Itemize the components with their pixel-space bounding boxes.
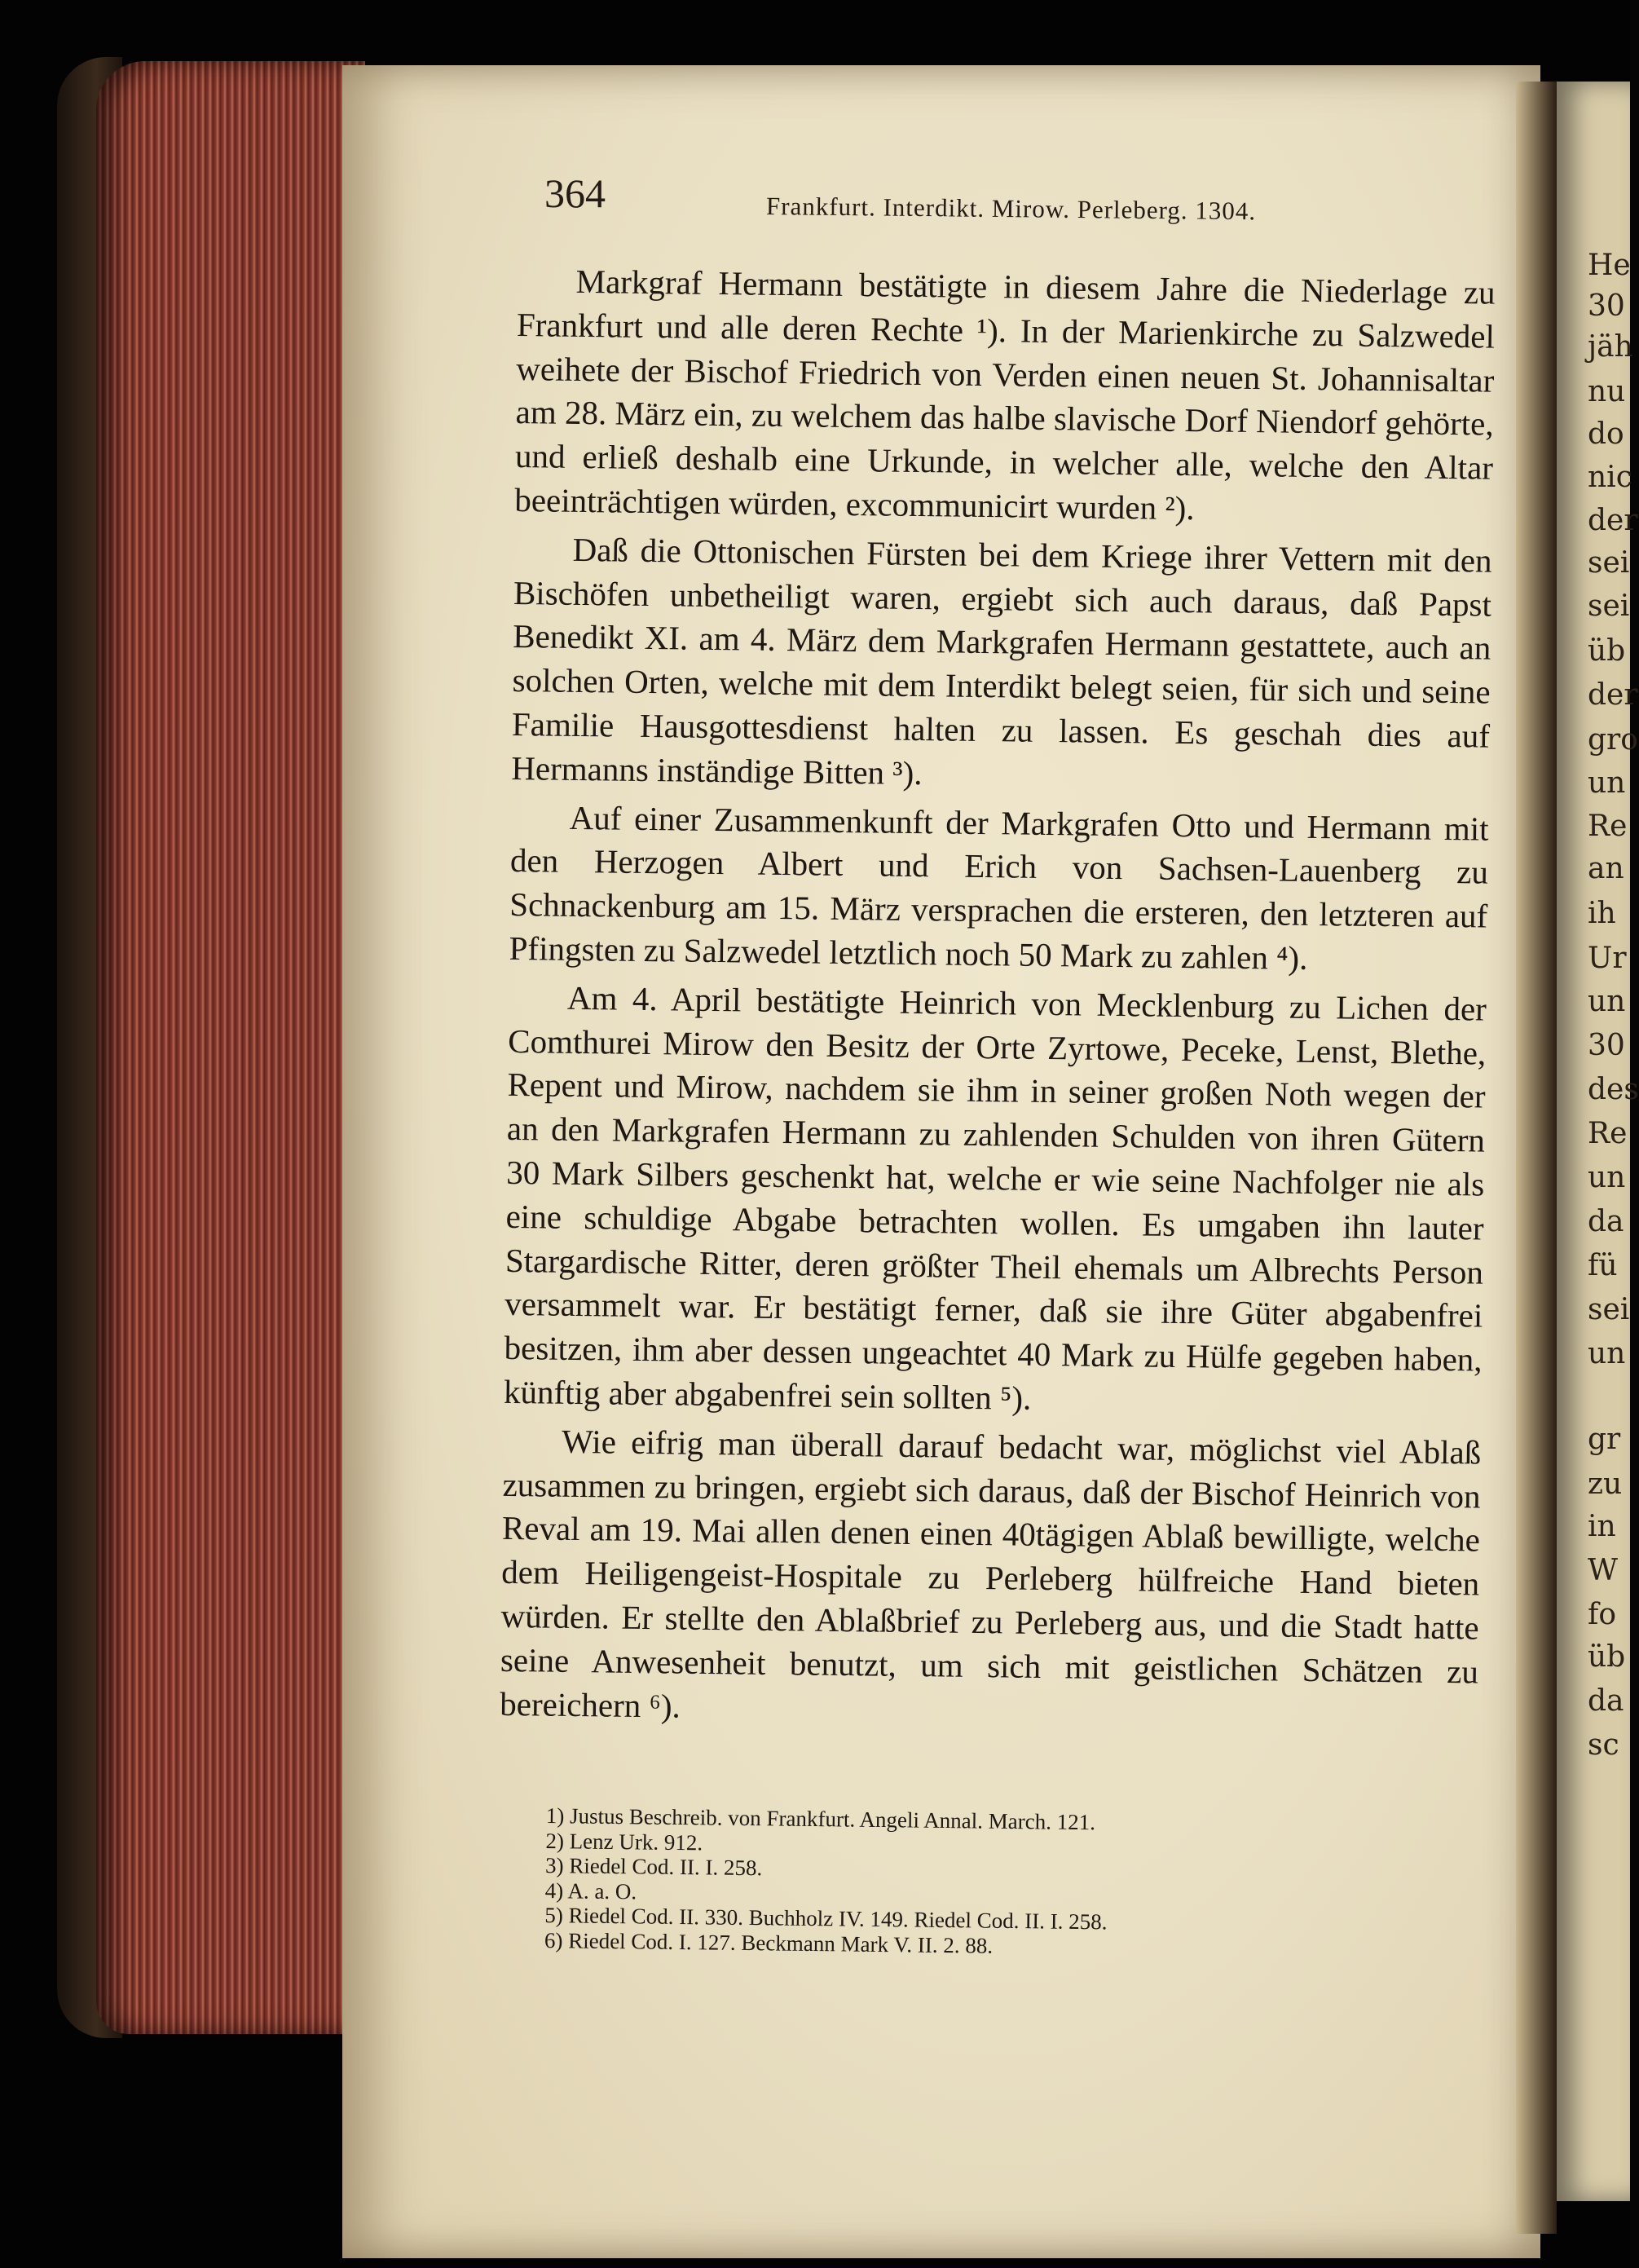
page-block-edge: [96, 61, 365, 2034]
footnote: 5) Riedel Cod. II. 330. Buchholz IV. 149. Riedel Cod. II. I. 258.: [544, 1902, 1108, 1935]
next-page-sliver: [1557, 82, 1639, 2201]
next-page-fragment: da: [1588, 1205, 1624, 1238]
next-page-fragment: un: [1588, 1337, 1626, 1370]
next-page-fragment: fü: [1588, 1249, 1618, 1282]
next-page-fragment: He: [1588, 249, 1631, 282]
next-page-fragment: sei: [1588, 546, 1630, 580]
footnote: 3) Riedel Cod. II. I. 258.: [544, 1852, 763, 1881]
next-page-fragment: sc: [1588, 1728, 1619, 1762]
footnote: 2) Lenz Urk. 912.: [545, 1828, 703, 1855]
next-page-fragment: W: [1588, 1554, 1619, 1587]
paragraph: Auf einer Zusammenkunft der Markgrafen Otto und Hermann mit den Herzogen Albert und Erich von Sachsen-Lauenberg zu Schnackenburg am 15. März versprachen die ersteren, den letzteren auf Pfingsten zu Salzwedel letztlich noch 50 Mark zu zahlen ⁴).: [509, 798, 1489, 977]
next-page-fragment: des: [1588, 1073, 1639, 1106]
footnote: 1) Justus Beschreib. von Frankfurt. Angeli Annal. March. 121.: [545, 1803, 1096, 1835]
next-page-fragment: jäh: [1588, 330, 1633, 364]
next-page-fragment: sei: [1588, 589, 1630, 623]
next-page-fragment: 30: [1588, 289, 1625, 323]
next-page-fragment: do: [1588, 417, 1624, 451]
next-page-fragment: un: [1588, 766, 1626, 800]
next-page-fragment: un: [1588, 1161, 1626, 1194]
next-page-fragment: da: [1588, 1684, 1624, 1718]
page-number: 364: [544, 170, 606, 216]
next-page-fragment: nic: [1588, 461, 1632, 494]
next-page-fragment: üb: [1588, 1640, 1626, 1674]
next-page-fragment: gr: [1588, 1423, 1621, 1456]
next-page-fragment: un: [1588, 985, 1626, 1018]
next-page-fragment: zu: [1588, 1467, 1623, 1501]
next-page-fragment: sei: [1588, 1293, 1630, 1326]
next-page-fragment: der: [1588, 678, 1638, 712]
paragraph: Markgraf Hermann bestätigte in diesem Jahre die Niederlage zu Frankfurt und alle deren Rechte ¹). In der Marienkirche zu Salzwedel weihete der Bischof Friedrich von Verden einen neuen St. Johannisaltar am 28. März ein, zu welchem das halbe slavische Dorf Niendorf gehörte, und erließ deshalb eine Urkunde, in welcher alle, welche den Altar beeinträchtigen würden, excommunicirt wurden ²).: [514, 262, 1496, 527]
next-page-fragment: fo: [1588, 1598, 1616, 1631]
page-gutter: [1516, 82, 1557, 2234]
footnote: 4) A. a. O.: [544, 1877, 637, 1904]
paragraph: Daß die Ottonischen Fürsten bei dem Kriege ihrer Vettern mit den Bischöfen unbetheiligt waren, ergiebt sich auch daraus, daß Papst Benedikt XI. am 4. März dem Markgrafen Hermann gestattete, auch an solchen Orten, welche mit dem Interdikt belegt seien, für sich und seine Familie Hausgottesdienst halten zu lassen. Es geschah dies auf Hermanns inständige Bitten ³).: [511, 530, 1492, 792]
next-page-fragment: ih: [1588, 897, 1616, 930]
next-page-fragment: an: [1588, 852, 1624, 885]
footnotes: [544, 1803, 1508, 1964]
paragraph: Am 4. April bestätigte Heinrich von Mecklenburg zu Lichen der Comthurei Mirow den Besitz der Orte Zyrtowe, Pecеke, Lenst, Blethe, Repent und Mirow, nachdem sie ihm in seiner großen Noth wegen der an den Markgrafen Hermann zu zahlenden Schulden von ihren Gütern 30 Mark Silbers geschenkt hat, welche er wie seine Nachfolger nie als eine schuldige Abgabe betrachten wollen. Es umgaben ihn lauter Stargardische Ritter, deren größter Theil ehemals um Albrechts Person versammelt war. Er bestätigt ferner, daß sie ihre Güter abgabenfrei besitzen, ihm aber dessen ungeachtet 40 Mark zu Hülfe gegeben haben, künftig aber abgabenfrei sein sollten ⁵).: [503, 978, 1487, 1417]
next-page-fragment: der: [1588, 504, 1638, 537]
footnote: 6) Riedel Cod. I. 127. Beckmann Mark V. II. 2. 88.: [544, 1927, 994, 1958]
body-text: [500, 259, 1496, 1743]
paragraph: Wie eifrig man überall darauf bedacht war, möglichst viel Ablaß zusammen zu bringen, ergiebt sich daraus, daß der Bischof Heinrich von Reval am 19. Mai allen denen einen 40tägigen Ablaß bewilligte, welche dem Heiligengeist-Hospitale zu Perleberg hülfreiche Hand bieten würden. Er stellte den Ablaßbrief zu Perleberg aus, und die Stadt hatte seine Anwesenheit benutzt, um sich mit geistlichen Schätzen zu bereichern ⁶).: [500, 1422, 1482, 1725]
next-page-fragment: Ur: [1588, 942, 1627, 975]
next-page-fragment: Re: [1588, 810, 1628, 843]
next-page-fragment: üb: [1588, 634, 1626, 668]
next-page-fragment: nu: [1588, 375, 1626, 408]
next-page-fragment: Re: [1588, 1117, 1628, 1150]
next-page-fragment: 30: [1588, 1029, 1625, 1062]
running-head: Frankfurt. Interdikt. Mirow. Perleberg. 1304.: [765, 192, 1257, 226]
next-page-fragment: in: [1588, 1510, 1616, 1543]
next-page-fragment: gro: [1588, 723, 1638, 757]
